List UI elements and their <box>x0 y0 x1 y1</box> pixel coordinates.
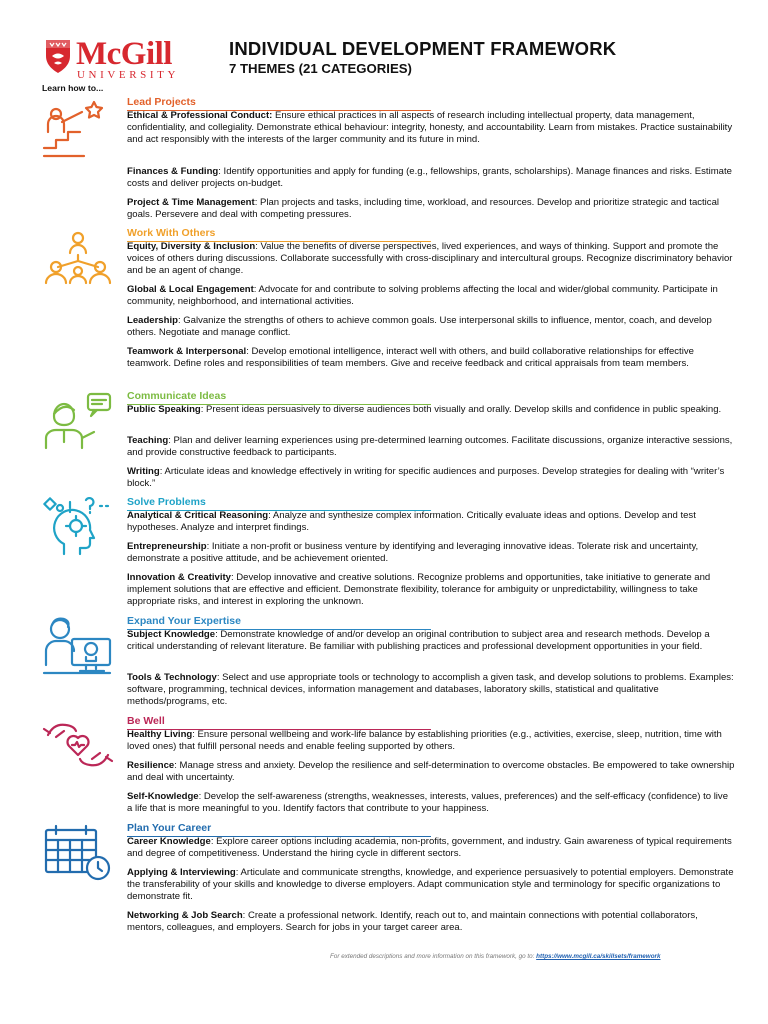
category-global-local-engagement: Global & Local Engagement: Advocate for and contribute to solving problems affecting the local and wider/global community. Participate in community, neighborhood, and international activities. <box>127 284 718 307</box>
person-computer-icon <box>42 615 114 675</box>
theme-heading-communicate-ideas: Communicate Ideas <box>127 390 431 405</box>
category-leadership: Leadership: Galvanize the strengths of others to achieve common goals. Use interpersonal skills to influence, mentor, coach, and develop others. Negotiate and manage conflict. <box>127 315 712 338</box>
framework-link[interactable]: https://www.mcgill.ca/skillsets/framework <box>536 953 661 960</box>
category-networking-job-search: Networking & Job Search: Create a professional network. Identify, reach out to, and maintain connections with potential collaborators, mentors, colleagues, and employers. Search for jobs in your target career area. <box>127 910 698 933</box>
category-writing: Writing: Articulate ideas and knowledge effectively in writing for specific audiences and purposes. Develop strategies for dealing with “writer’s block.” <box>127 466 725 489</box>
theme-heading-be-well: Be Well <box>127 715 431 730</box>
page-title: INDIVIDUAL DEVELOPMENT FRAMEWORK <box>229 38 617 59</box>
hands-heart-icon <box>42 715 114 775</box>
category-teamwork-interpersonal: Teamwork & Interpersonal: Develop emotional intelligence, interact well with others, and build collaborative relationships for effective teamwork. Define roles and responsibilities of team members. Give and receive feedback and critical appraisals from team members. <box>127 346 694 369</box>
footer-text: For extended descriptions and more information on this framework, go to: <box>330 953 537 960</box>
category-project-time-management: Project & Time Management: Plan projects and tasks, including time, workload, and resources. Develop and prioritize strategic and tactical goals. Persevere and deal with competing pressures. <box>127 197 720 220</box>
calendar-clock-icon <box>42 822 114 882</box>
footer-note <box>330 953 661 961</box>
category-equity-diversity-inclusion: Equity, Diversity & Inclusion: Value the benefits of diverse perspectives, lived experiences, and ways of thinking. Support and promote the voices of others during discussions. Collaborate successfully with cross-disciplinary and intercultural groups. Recognize discriminatory behavior and be an agent of change. <box>127 241 733 276</box>
mcgill-logo[interactable] <box>44 38 214 80</box>
presenter-star-icon <box>42 100 114 160</box>
head-thinking-icon <box>42 496 114 556</box>
category-analytical-critical-reasoning: Analytical & Critical Reasoning: Analyze and synthesize complex information. Critically evaluate ideas and options. Develop and test hypotheses. Analyze and interpret findings. <box>127 510 696 533</box>
category-tools-technology: Tools & Technology: Select and use appropriate tools or technology to accomplish a given task, and develop solutions to problems. Examples: software, programming, technical devices, information management and databases, laboratory skills, statistical and qualitative methods/programs, etc. <box>127 672 734 707</box>
category-public-speaking: Public Speaking: Present ideas persuasively to diverse audiences both visually and orally. Develop skills and confidence in public speaking. <box>127 404 722 415</box>
category-subject-knowledge: Subject Knowledge: Demonstrate knowledge of and/or develop an original contribution to subject area and research methods. Develop a critical understanding of relevant literature. Be familiar with publishing practices and professional development opportunities in your field. <box>127 629 710 652</box>
category-finances-funding: Finances & Funding: Identify opportunities and apply for funding (e.g., fellowships, grants, scholarships). Manage finances and risks. Estimate costs and deliver projects on-budget. <box>127 166 732 189</box>
theme-heading-lead-projects: Lead Projects <box>127 96 431 111</box>
category-innovation-creativity: Innovation & Creativity: Develop innovative and creative solutions. Recognize problems and opportunities, take initiative to generate and implement solutions that are effective and efficient. Demonstrate flexibility, tolerance for ambiguity or unpredictability, willingness to take appropriate risks, and interest in exploring the unknown. <box>127 572 711 607</box>
category-teaching: Teaching: Plan and deliver learning experiences using pre-determined learning outcomes. Facilitate discussions, organize interactive sessions, and provide constructive feedback to participants. <box>127 435 733 458</box>
learn-how-label: Learn how to... <box>42 83 104 93</box>
category-self-knowledge: Self-Knowledge: Develop the self-awareness (strengths, weaknesses, interests, values, preferences) and the self-efficacy (confidence) to live a life that is more meaningful to you. Identify factors that contribute to your happiness. <box>127 791 729 814</box>
mcgill-crest-icon <box>44 38 72 74</box>
theme-heading-solve-problems: Solve Problems <box>127 496 431 511</box>
logo-university-text: UNIVERSITY <box>77 69 179 81</box>
page-subtitle: 7 THEMES (21 CATEGORIES) <box>229 61 412 76</box>
theme-heading-expand-your-expertise: Expand Your Expertise <box>127 615 431 630</box>
people-network-icon <box>42 229 114 289</box>
category-ethical-professional-conduct: Ethical & Professional Conduct: Ensure ethical practices in all aspects of research including intellectual property, data management, confidentiality, and collegiality. Demonstrate ethical behaviour: integrity, honesty, and accountability. Learn from mistakes. Practice sustainability and act responsibly with the interests of the larger community and its future in mind. <box>127 110 733 145</box>
category-resilience: Resilience: Manage stress and anxiety. Develop the resilience and self-determination to overcome obstacles. Be empowered to take ownership and deal with uncertainty. <box>127 760 735 783</box>
category-career-knowledge: Career Knowledge: Explore career options including academia, non-profits, government, and industry. Gain awareness of typical requirements and degree of competitiveness. Understand the hiring cycle in different sectors. <box>127 836 732 859</box>
speaker-speech-bubble-icon <box>42 390 114 450</box>
category-applying-interviewing: Applying & Interviewing: Articulate and communicate strengths, knowledge, and experience persuasively to potential employers. Demonstrate the transferability of your skills and knowledge to diverse employers. Adapt communication style and terminology for specific organizations to demonstrate fit. <box>127 867 734 902</box>
category-healthy-living: Healthy Living: Ensure personal wellbeing and work-life balance by establishing priorities (e.g., activities, exercise, sleep, nutrition, time with loved ones) that fulfill personal needs and enable feeling supported by others. <box>127 729 722 752</box>
theme-heading-plan-your-career: Plan Your Career <box>127 822 431 837</box>
category-entrepreneurship: Entrepreneurship: Initiate a non-profit or business venture by identifying and leveraging innovative ideas. Tolerate risk and uncertainty, demonstrate a positive attitude, and be achievement oriented. <box>127 541 699 564</box>
logo-wordmark: McGill <box>76 36 172 72</box>
theme-heading-work-with-others: Work With Others <box>127 227 431 242</box>
